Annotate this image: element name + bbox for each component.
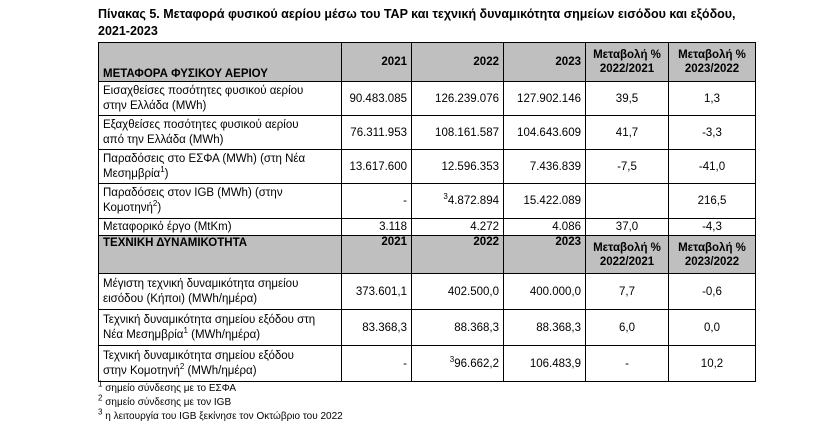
footnote-mark: 3 <box>443 192 448 202</box>
footnote-1: $^1$ σημείο σύνδεσης με το ΕΣΦΑ <box>98 379 237 394</box>
table-row <box>99 274 756 310</box>
column-header-change-2023-2022: Μεταβολή % 2023/2022 <box>669 236 756 274</box>
row-label: Εξαχθείσες ποσότητες φυσικού αερίου από την Ελλάδα (MWh) <box>99 116 342 150</box>
table-row <box>99 219 756 236</box>
cell-change-2: -41,0 <box>669 150 756 184</box>
row-label: Εισαχθείσες ποσότητες φυσικού αερίου στην Ελλάδα (MWh) <box>99 82 342 116</box>
cell-change-2: -0,6 <box>669 274 756 310</box>
cell-2022: $^3$96.662,2 <box>412 346 504 382</box>
section-header-row <box>99 43 756 82</box>
cell-change-1: 41,7 <box>586 116 669 150</box>
cell-2022: 12.596.353 <box>412 150 504 184</box>
cell-2021: 83.368,3 <box>342 310 412 346</box>
row-label: Τεχνική δυναμικότητα σημείου εξόδου στη Νέα Μεσημβρία$^1$ (MWh/ημέρα) <box>99 310 342 346</box>
table-row <box>99 150 756 184</box>
cell-2022: 126.239.076 <box>412 82 504 116</box>
cell-2022: 108.161.587 <box>412 116 504 150</box>
cell-change-1: -7,5 <box>586 150 669 184</box>
cell-2023: 15.422.089 <box>504 184 586 219</box>
footnote-mark: 2 <box>179 361 185 371</box>
section-header-row <box>99 236 756 274</box>
footnote-mark: 2 <box>152 199 158 209</box>
cell-2021: - <box>342 346 412 382</box>
table-row <box>99 184 756 219</box>
row-label: Παραδόσεις στον IGB (MWh) (στην Κομοτηνή$^2$) <box>99 184 342 219</box>
cell-2022: 402.500,0 <box>412 274 504 310</box>
table-row <box>99 82 756 116</box>
cell-2021: 373.601,1 <box>342 274 412 310</box>
cell-change-2: 1,3 <box>669 82 756 116</box>
cell-2023: 400.000,0 <box>504 274 586 310</box>
cell-2021: 3.118 <box>342 219 412 236</box>
column-header-change-2022-2021: Μεταβολή % 2022/2021 <box>586 43 669 82</box>
table-row <box>99 116 756 150</box>
cell-change-2: 0,0 <box>669 310 756 346</box>
cell-change-1 <box>586 184 669 219</box>
cell-change-2: 10,2 <box>669 346 756 382</box>
cell-change-2: -3,3 <box>669 116 756 150</box>
row-label: Τεχνική δυναμικότητα σημείου εξόδου στην Κομοτηνή$^2$ (MWh/ημέρα) <box>99 346 342 382</box>
footnote-3: $^3$ η λειτουργία του IGB ξεκίνησε τον Οκτώβριο του 2022 <box>98 407 343 422</box>
cell-2023: 127.902.146 <box>504 82 586 116</box>
cell-2022: $^3$4.872.894 <box>412 184 504 219</box>
table-row <box>99 310 756 346</box>
cell-change-1: 37,0 <box>586 219 669 236</box>
column-header-2023: 2023 <box>504 43 586 82</box>
gas-transport-table <box>98 42 756 382</box>
cell-2021: 90.483.085 <box>342 82 412 116</box>
cell-change-1: 6,0 <box>586 310 669 346</box>
cell-2021: 76.311.953 <box>342 116 412 150</box>
column-header-change-2023-2022: Μεταβολή % 2023/2022 <box>669 43 756 82</box>
cell-change-2: 216,5 <box>669 184 756 219</box>
section-title: ΤΕΧΝΙΚΗ ΔΥΝΑΜΙΚΟΤΗΤΑ <box>99 236 342 274</box>
column-header-2021: 2021 <box>342 236 412 274</box>
cell-2023: 7.436.839 <box>504 150 586 184</box>
table-row <box>99 346 756 382</box>
row-label: Παραδόσεις στο ΕΣΦΑ (MWh) (στη Νέα Μεσημβρία$^1$) <box>99 150 342 184</box>
cell-2022: 4.272 <box>412 219 504 236</box>
footnote-mark: 1 <box>160 164 165 174</box>
cell-2021: - <box>342 184 412 219</box>
cell-2021: 13.617.600 <box>342 150 412 184</box>
column-header-2022: 2022 <box>412 43 504 82</box>
cell-change-1: 7,7 <box>586 274 669 310</box>
row-label: Μέγιστη τεχνική δυναμικότητα σημείου εισόδου (Κήποι) (MWh/ημέρα) <box>99 274 342 310</box>
cell-2023: 104.643.609 <box>504 116 586 150</box>
cell-2023: 106.483,9 <box>504 346 586 382</box>
cell-change-1: - <box>586 346 669 382</box>
column-header-2023: 2023 <box>504 236 586 274</box>
cell-change-2: -4,3 <box>669 219 756 236</box>
section-title: ΜΕΤΑΦΟΡΑ ΦΥΣΙΚΟΥ ΑΕΡΙΟΥ <box>99 43 342 82</box>
row-label: Μεταφορικό έργο (MtKm) <box>99 219 342 236</box>
column-header-2022: 2022 <box>412 236 504 274</box>
cell-2022: 88.368,3 <box>412 310 504 346</box>
footnote-mark: 3 <box>449 354 455 364</box>
footnotes <box>98 379 343 424</box>
cell-change-1: 39,5 <box>586 82 669 116</box>
cell-2023: 4.086 <box>504 219 586 236</box>
cell-2023: 88.368,3 <box>504 310 586 346</box>
footnote-2: $^2$ σημείο σύνδεσης με τον IGB <box>98 393 232 408</box>
table-caption: Πίνακας 5. Μεταφορά φυσικού αερίου μέσω του TAP και τεχνική δυναμικότητα σημείων εισόδου και εξόδου, 2021-2023 <box>98 7 736 38</box>
column-header-2021: 2021 <box>342 43 412 82</box>
footnote-mark: 1 <box>183 325 188 335</box>
column-header-change-2022-2021: Μεταβολή % 2022/2021 <box>586 236 669 274</box>
